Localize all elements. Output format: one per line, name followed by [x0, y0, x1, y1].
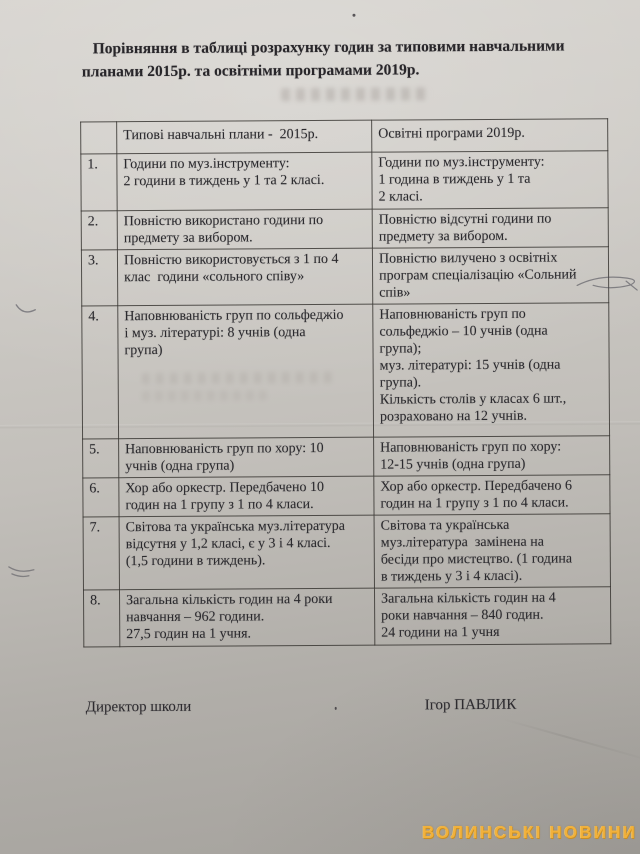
document-title-line2: планами 2015р. та освітніми програмами 2019р.: [81, 61, 420, 81]
header-row: [81, 119, 608, 154]
pen-check-mark: [16, 305, 35, 312]
cell-2015: Повністю використовується з 1 по 4 клас години «сольного співу»: [117, 248, 372, 306]
header-programs-2019: Освітні програми 2019р.: [372, 119, 608, 152]
cell-2019: Загальна кількість годин на 4 роки навчання – 840 годин. 24 години на 1 учня: [374, 587, 610, 645]
paper-speck: [335, 707, 337, 710]
paper-speck: [352, 14, 355, 17]
cell-2015: Хор або оркестр. Передбачено 10 годин на 1 групу з 1 по 4 класи.: [119, 476, 374, 517]
table-row: [83, 514, 610, 590]
cell-2019: Повністю вилучено з освітніх програм спеціалізацію «Сольний спів»: [372, 247, 608, 304]
row-number: 4.: [82, 306, 119, 439]
table-row: [83, 436, 610, 478]
document-title-line1: Порівняння в таблиці розрахунку годин за типовими навчальними: [92, 37, 565, 58]
ink-bleed-smudge: [281, 87, 431, 101]
table-row: [82, 303, 610, 439]
cell-2015: Наповнюваність груп по сольфеджіо і муз. літературі: 8 учнів (одна група): [118, 304, 374, 439]
comparison-table: [80, 118, 611, 647]
row-number: 3.: [81, 250, 117, 306]
signature-name: Ігор ПАВЛИК: [424, 696, 517, 714]
table-row: [83, 475, 610, 517]
cell-2015: Повністю використано години по предмету за вибором.: [117, 209, 372, 250]
news-watermark: ВОЛИНСЬКІ НОВИНИ: [422, 822, 638, 843]
row-number: 7.: [83, 517, 119, 590]
row-number: 2.: [81, 211, 117, 250]
paper-fold-crease: [503, 718, 640, 764]
cell-2019: Повністю відсутні години по предмету за вибором.: [372, 208, 608, 248]
row-number: 1.: [81, 154, 117, 211]
row-number: 8.: [83, 590, 119, 647]
table-row: [83, 587, 610, 647]
cell-2019: Хор або оркестр. Передбачено 6 годин на 1 групу з 1 по 4 класи.: [374, 475, 610, 515]
cell-2015: Години по муз.інструменту: 2 години в тиждень у 1 та 2 класі.: [117, 152, 372, 211]
row-number: 5.: [83, 439, 119, 478]
signature-position: Директор школи: [85, 698, 192, 716]
header-number-cell: [81, 122, 117, 154]
cell-2015: Загальна кількість годин на 4 роки навчання – 962 години. 27,5 годин на 1 учня.: [119, 588, 374, 647]
cell-2019: Години по муз.інструменту: 1 година в тиждень у 1 та 2 класі.: [372, 151, 608, 209]
document-title: [82, 34, 592, 83]
table-row: [81, 151, 608, 211]
cell-2015: Наповнюваність груп по хору: 10 учнів (одна група): [119, 437, 374, 478]
table-row: [81, 247, 608, 306]
pen-check-mark: [9, 567, 34, 577]
table-row: [81, 208, 608, 250]
cell-2019: Наповнюваність груп по сольфеджіо – 10 учнів (одна група); муз. літературі: 15 учнів (одна група). Кількість столів у класах 6 шт., розраховано на 12 учнів.: [373, 303, 610, 437]
cell-2019: Світова та українська муз.література замінена на бесіди про мистецтво. (1 година в тиждень у 3 і 4 класі).: [374, 514, 610, 588]
cell-2019: Наповнюваність груп по хору: 12-15 учнів (одна група): [374, 436, 610, 476]
cell-2015: Світова та українська муз.література відсутня у 1,2 класі, є у 3 і 4 класі. (1,5 години в тиждень).: [119, 515, 374, 590]
row-number: 6.: [83, 478, 119, 517]
header-plans-2015: Типові навчальні плани - 2015р.: [117, 120, 372, 154]
